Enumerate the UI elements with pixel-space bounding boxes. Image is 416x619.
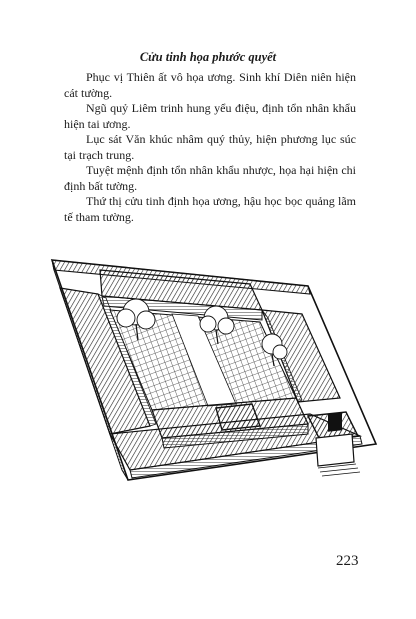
paragraph-5: Thứ thị cửu tinh định họa ương, hậu học bọc quảng lãm tế tham tường. — [64, 194, 356, 224]
paragraph-1: Phục vị Thiên ất vô họa ương. Sinh khí Diên niên hiện cát tường. — [64, 70, 356, 100]
courtyard-house-drawing — [40, 248, 380, 488]
courtyard-house-illustration — [40, 248, 380, 488]
section-heading: Cửu tinh họa phước quyết — [139, 50, 277, 64]
page-number: 223 — [336, 553, 359, 569]
poem-text — [64, 70, 356, 225]
paragraph-3: Lục sát Văn khúc nhâm quý thủy, hiện phương lục súc tại trạch trung. — [64, 132, 356, 162]
paragraph-4: Tuyệt mệnh định tổn nhân khẩu nhược, họa hại hiện chi định bất tường. — [64, 163, 356, 193]
paragraph-2: Ngũ quỷ Liêm trinh hung yểu điệu, định tổn nhân khẩu hiện tai ương. — [64, 101, 356, 131]
